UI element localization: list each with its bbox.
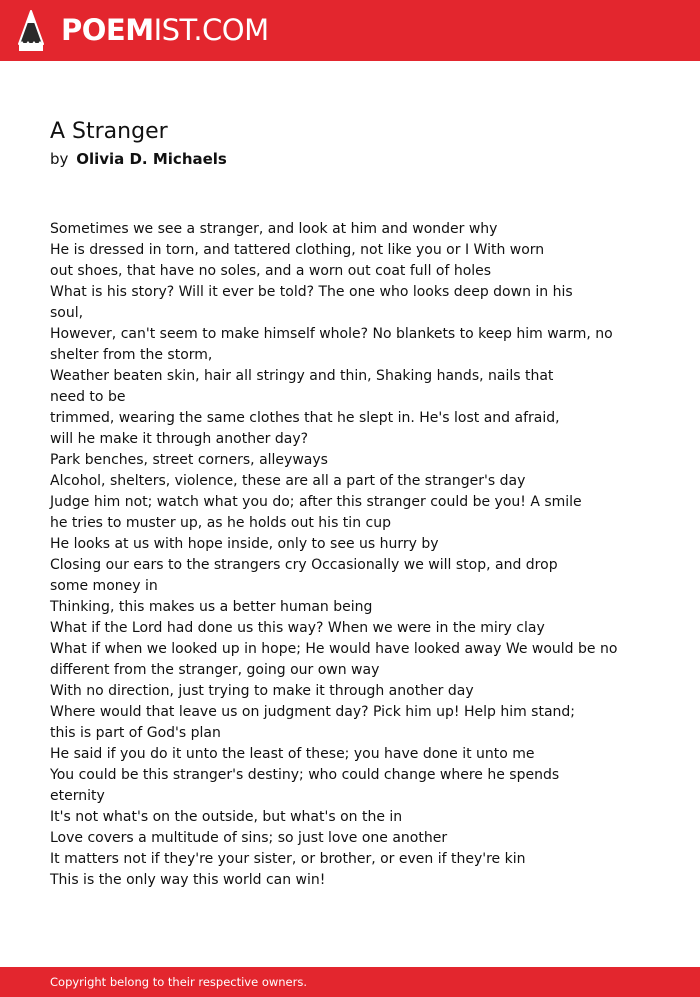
poem-line: It matters not if they're your sister, or brother, or even if they're kin <box>50 851 526 867</box>
poem-line: need to be <box>50 389 126 405</box>
poem-line: Love covers a multitude of sins; so just love one another <box>50 830 448 846</box>
logo-text-bold: POEM <box>61 13 154 47</box>
poem-line: Sometimes we see a stranger, and look at him and wonder why <box>50 221 498 237</box>
poem-line: What is his story? Will it ever be told? The one who looks deep down in his <box>50 284 573 300</box>
poem-line: Closing our ears to the strangers cry Occasionally we will stop, and drop <box>50 557 558 573</box>
poem-line: he tries to muster up, as he holds out his tin cup <box>50 515 391 531</box>
copyright-text: Copyright belong to their respective owners. <box>50 975 308 989</box>
author-name: Olivia D. Michaels <box>76 150 227 168</box>
poem-line: different from the stranger, going our own way <box>50 662 380 678</box>
poem-line: You could be this stranger's destiny; who could change where he spends <box>50 767 560 783</box>
poem-line: some money in <box>50 578 158 594</box>
poem-line: He looks at us with hope inside, only to see us hurry by <box>50 536 439 552</box>
poem-line: shelter from the storm, <box>50 347 213 363</box>
poem-line: What if when we looked up in hope; He would have looked away We would be no <box>50 641 618 657</box>
poem-line: This is the only way this world can win! <box>50 872 326 888</box>
poem-body <box>50 219 650 891</box>
poem-line: Where would that leave us on judgment day? Pick him up! Help him stand; <box>50 704 576 720</box>
logo-text-light: IST.COM <box>153 13 269 47</box>
by-label: by <box>50 150 69 168</box>
site-footer <box>0 967 700 997</box>
byline <box>50 149 227 169</box>
poem-line: Park benches, street corners, alleyways <box>50 452 328 468</box>
poem-line: out shoes, that have no soles, and a worn out coat full of holes <box>50 263 492 279</box>
poem-line: He said if you do it unto the least of these; you have done it unto me <box>50 746 535 762</box>
poem-line: Weather beaten skin, hair all stringy and thin, Shaking hands, nails that <box>50 368 554 384</box>
poem-line: this is part of God's plan <box>50 725 221 741</box>
pencil-icon <box>18 10 44 52</box>
poem-line: What if the Lord had done us this way? When we were in the miry clay <box>50 620 545 636</box>
poem-line: Alcohol, shelters, violence, these are all a part of the stranger's day <box>50 473 526 489</box>
poem-line: trimmed, wearing the same clothes that he slept in. He's lost and afraid, <box>50 410 560 426</box>
poem-line: will he make it through another day? <box>50 431 309 447</box>
poem-line: However, can't seem to make himself whole? No blankets to keep him warm, no <box>50 326 613 342</box>
site-logo[interactable] <box>61 13 269 47</box>
poem-line: He is dressed in torn, and tattered clothing, not like you or I With worn <box>50 242 545 258</box>
poem-line: Thinking, this makes us a better human being <box>50 599 373 615</box>
site-header <box>0 0 700 61</box>
poem-line: Judge him not; watch what you do; after this stranger could be you! A smile <box>50 494 582 510</box>
poem-line: With no direction, just trying to make it through another day <box>50 683 474 699</box>
poem-line: eternity <box>50 788 105 804</box>
poem-line: It's not what's on the outside, but what's on the in <box>50 809 403 825</box>
poem-line: soul, <box>50 305 84 321</box>
poem-title: A Stranger <box>50 119 168 144</box>
